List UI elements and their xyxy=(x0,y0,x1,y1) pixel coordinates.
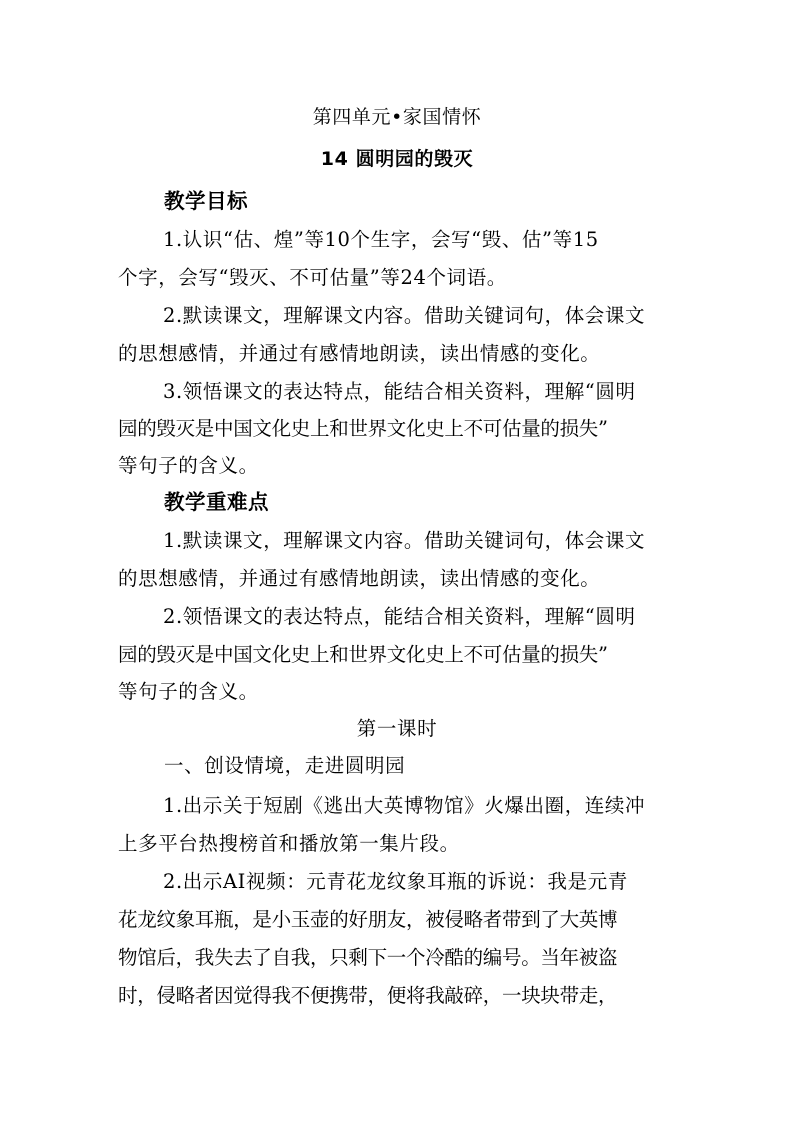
lesson-title: 14 圆明园的毁灭 xyxy=(320,148,474,170)
intro-line: 花龙纹象耳瓶，是小玉壶的好朋友，被侵略者带到了大英博 xyxy=(118,908,618,931)
keypoints-line: 1.默读课文，理解课文内容。借助关键词句，体会课文 xyxy=(163,529,646,552)
goals-line: 3.领悟课文的表达特点，能结合相关资料，理解“圆明 xyxy=(163,380,636,403)
goals-line: 等句子的含义。 xyxy=(118,454,259,477)
keypoints-line: 等句子的含义。 xyxy=(118,680,259,703)
keypoints-line: 园的毁灭是中国文化史上和世界文化史上不可估量的损失” xyxy=(118,643,608,666)
intro-line: 物馆后，我失去了自我，只剩下一个冷酷的编号。当年被盗 xyxy=(118,946,618,969)
intro-line: 上多平台热搜榜首和播放第一集片段。 xyxy=(118,832,460,855)
goals-line: 2.默读课文，理解课文内容。借助关键词句，体会课文 xyxy=(163,304,646,327)
keypoints-heading: 教学重难点 xyxy=(164,490,269,514)
keypoints-line: 的思想感情，并通过有感情地朗读，读出情感的变化。 xyxy=(118,567,601,590)
goals-line: 个字，会写“毁灭、不可估量”等24个词语。 xyxy=(118,266,507,289)
goals-line: 的思想感情，并通过有感情地朗读，读出情感的变化。 xyxy=(118,342,601,365)
goals-line: 1.认识“估、煌”等10个生字，会写“毁、估”等15 xyxy=(163,228,599,251)
intro-line: 1.出示关于短剧《逃出大英博物馆》火爆出圈，连续冲 xyxy=(163,794,646,817)
intro-line: 2.出示AI视频：元青花龙纹象耳瓶的诉说：我是元青 xyxy=(163,870,628,893)
lesson-period: 第一课时 xyxy=(356,717,438,740)
unit-title: 第四单元•家国情怀 xyxy=(312,106,482,128)
intro-heading: 一、创设情境，走进圆明园 xyxy=(164,754,406,777)
intro-line: 时，侵略者因觉得我不便携带，便将我敲碎，一块块带走， xyxy=(118,984,618,1007)
keypoints-line: 2.领悟课文的表达特点，能结合相关资料，理解“圆明 xyxy=(163,605,636,628)
goals-heading: 教学目标 xyxy=(164,189,248,213)
goals-line: 园的毁灭是中国文化史上和世界文化史上不可估量的损失” xyxy=(118,417,608,440)
